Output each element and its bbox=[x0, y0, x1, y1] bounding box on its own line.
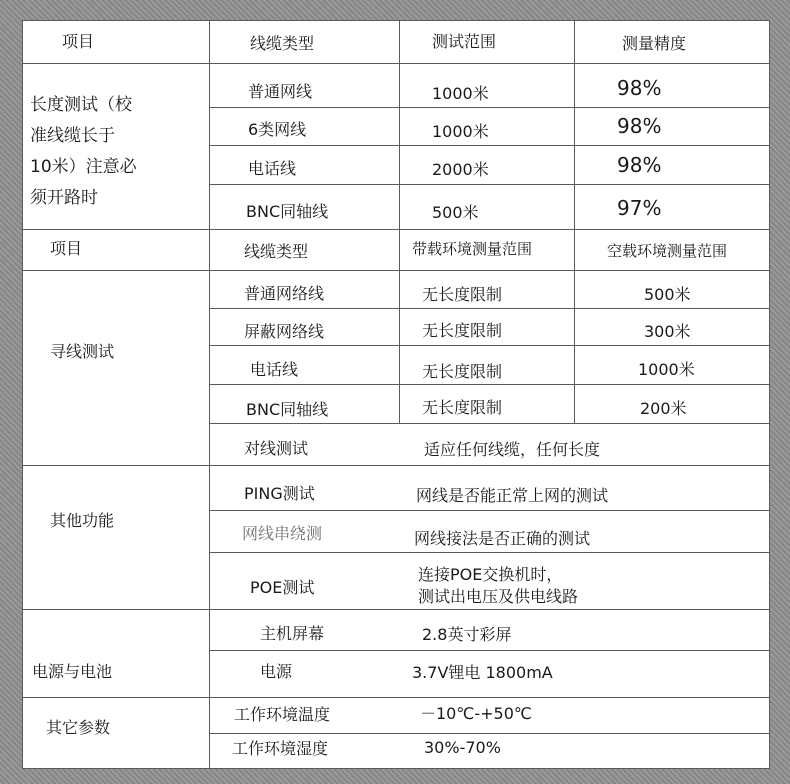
crosstalk-test-name: 网线串绕测 bbox=[242, 524, 323, 543]
vline-col2 bbox=[209, 20, 210, 769]
hline-pa-1 bbox=[209, 733, 770, 734]
hline-len-1 bbox=[209, 107, 770, 108]
vline-col3-upper bbox=[399, 20, 400, 423]
other-section-label: 其他功能 bbox=[50, 511, 115, 530]
trace-unloaded-3: 1000米 bbox=[638, 360, 695, 379]
hline-other-end bbox=[22, 609, 770, 610]
hline-tr-3 bbox=[209, 384, 770, 385]
trace-cable-3: 电话线 bbox=[250, 360, 299, 379]
trace-loaded-1: 无长度限制 bbox=[422, 285, 503, 304]
hline-header1 bbox=[22, 63, 770, 64]
screen-name: 主机屏幕 bbox=[260, 624, 325, 643]
ping-test-desc: 网线是否能正常上网的测试 bbox=[416, 486, 609, 505]
length-accuracy-4: 97% bbox=[617, 196, 662, 220]
hline-ot-2 bbox=[209, 552, 770, 553]
border-left bbox=[22, 20, 23, 769]
header2-unloaded-range: 空载环境测量范围 bbox=[607, 242, 728, 260]
header2-loaded-range: 带载环境测量范围 bbox=[412, 240, 533, 258]
length-accuracy-2: 98% bbox=[617, 114, 662, 138]
length-label-line: 准线缆长于 bbox=[30, 126, 115, 146]
length-range-1: 1000米 bbox=[432, 84, 489, 103]
trace-unloaded-1: 500米 bbox=[644, 285, 691, 304]
header-test-range: 测试范围 bbox=[432, 32, 497, 51]
poe-test-desc bbox=[418, 564, 748, 608]
vline-col4 bbox=[574, 20, 575, 423]
hline-len-2 bbox=[209, 145, 770, 146]
length-cable-1: 普通网线 bbox=[248, 82, 313, 101]
hline-ot-1 bbox=[209, 510, 770, 511]
hline-tr-1 bbox=[209, 308, 770, 309]
spec-table bbox=[22, 20, 770, 769]
hline-tr-2 bbox=[209, 345, 770, 346]
poe-desc-line: 测试出电压及供电线路 bbox=[418, 587, 579, 606]
humidity-value: 30%-70% bbox=[424, 738, 501, 757]
power-value: 3.7V锂电 1800mA bbox=[412, 663, 553, 682]
length-range-2: 1000米 bbox=[432, 122, 489, 141]
border-right bbox=[769, 20, 770, 769]
hline-header2 bbox=[22, 270, 770, 271]
hline-pw-1 bbox=[209, 650, 770, 651]
humidity-name: 工作环境湿度 bbox=[232, 739, 329, 758]
power-name: 电源 bbox=[260, 662, 293, 681]
poe-desc-line: 连接POE交换机时， bbox=[418, 565, 563, 584]
crosstalk-test-desc: 网线接法是否正确的测试 bbox=[414, 529, 591, 548]
trace-unloaded-4: 200米 bbox=[640, 399, 687, 418]
trace-loaded-4: 无长度限制 bbox=[422, 398, 503, 417]
header2-cable-type: 线缆类型 bbox=[244, 242, 309, 261]
pair-test-desc: 适应任何线缆，任何长度 bbox=[424, 440, 601, 459]
length-cable-4: BNC同轴线 bbox=[246, 202, 329, 221]
header-item: 项目 bbox=[62, 32, 95, 51]
border-bottom bbox=[22, 768, 770, 769]
header2-item: 项目 bbox=[50, 239, 83, 258]
hline-trace-end bbox=[22, 465, 770, 466]
length-label-line: 10米）注意必 bbox=[30, 157, 137, 177]
header-accuracy: 测量精度 bbox=[622, 34, 687, 53]
border-top bbox=[22, 20, 770, 21]
hline-power-end bbox=[22, 697, 770, 698]
length-range-3: 2000米 bbox=[432, 160, 489, 179]
header-cable-type: 线缆类型 bbox=[250, 34, 315, 53]
length-accuracy-3: 98% bbox=[617, 153, 662, 177]
trace-cable-1: 普通网络线 bbox=[244, 284, 325, 303]
trace-unloaded-2: 300米 bbox=[644, 322, 691, 341]
length-label-line: 长度测试（校 bbox=[30, 95, 132, 115]
length-range-4: 500米 bbox=[432, 203, 479, 222]
params-section-label: 其它参数 bbox=[46, 718, 111, 737]
length-cable-2: 6类网线 bbox=[248, 120, 307, 139]
length-section-label bbox=[30, 90, 200, 214]
hline-len-3 bbox=[209, 184, 770, 185]
temp-name: 工作环境温度 bbox=[234, 705, 331, 724]
trace-cable-4: BNC同轴线 bbox=[246, 400, 329, 419]
pair-test-name: 对线测试 bbox=[244, 439, 309, 458]
hline-length-end bbox=[22, 229, 770, 230]
trace-loaded-3: 无长度限制 bbox=[422, 362, 503, 381]
poe-test-name: POE测试 bbox=[250, 578, 315, 597]
trace-loaded-2: 无长度限制 bbox=[422, 321, 503, 340]
hline-tr-4 bbox=[209, 423, 770, 424]
length-label-line: 须开路时 bbox=[30, 188, 98, 208]
trace-cable-2: 屏蔽网络线 bbox=[244, 322, 325, 341]
length-cable-3: 电话线 bbox=[248, 159, 297, 178]
power-section-label: 电源与电池 bbox=[32, 662, 113, 681]
screen-value: 2.8英寸彩屏 bbox=[422, 625, 512, 644]
ping-test-name: PING测试 bbox=[244, 484, 315, 503]
trace-section-label: 寻线测试 bbox=[50, 342, 115, 361]
length-accuracy-1: 98% bbox=[617, 76, 662, 100]
temp-value: －10℃-+50℃ bbox=[420, 704, 532, 723]
